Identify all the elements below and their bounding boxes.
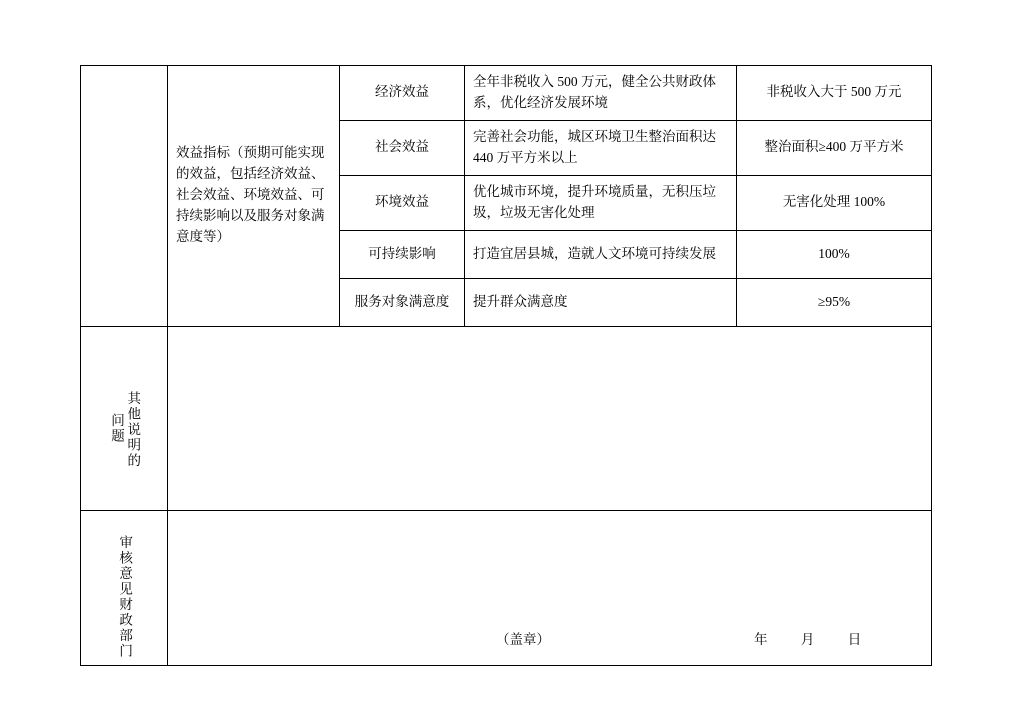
indicator-target-environmental: 无害化处理 100% (737, 175, 932, 230)
indicator-name-social: 社会效益 (340, 120, 465, 175)
indicator-target-satisfaction: ≥95% (737, 278, 932, 326)
signature-line (176, 630, 923, 651)
indicator-content-social: 完善社会功能，城区环境卫生整治面积达 440 万平方米以上 (465, 120, 737, 175)
indicator-name-sustainable: 可持续影响 (340, 230, 465, 278)
review-opinion-label-cell (81, 510, 168, 665)
indicator-content-sustainable: 打造宜居县城，造就人文环境可持续发展 (465, 230, 737, 278)
seal-placeholder: （盖章） (496, 631, 550, 647)
indicator-target-sustainable: 100% (737, 230, 932, 278)
indicator-name-environmental: 环境效益 (340, 175, 465, 230)
indicator-name-satisfaction: 服务对象满意度 (340, 278, 465, 326)
review-opinion-label: 审核意见财政部门 (117, 534, 133, 659)
date-placeholder (740, 630, 876, 651)
indicator-name-economic: 经济效益 (340, 66, 465, 121)
date-month-label: 月 (800, 631, 816, 647)
indicator-target-economic: 非税收入大于 500 万元 (737, 66, 932, 121)
budget-performance-table (80, 65, 932, 666)
table-row (81, 66, 932, 121)
signature-area (176, 523, 923, 653)
table-row (81, 510, 932, 665)
other-notes-label-cell (81, 326, 168, 510)
review-opinion-content[interactable] (168, 510, 932, 665)
indicator-group-label: 效益指标（预期可能实现的效益，包括经济效益、社会效益、环境效益、可持续影响以及服务对象满意度等） (168, 66, 340, 327)
date-day-label: 日 (847, 631, 863, 647)
indicator-content-environmental: 优化城市环境，提升环境质量，无积压垃圾，垃圾无害化处理 (465, 175, 737, 230)
indicator-content-economic: 全年非税收入 500 万元，健全公共财政体系，优化经济发展环境 (465, 66, 737, 121)
other-notes-label-main: 其他说明的 (125, 391, 141, 469)
table-row (81, 326, 932, 510)
date-year-label: 年 (754, 631, 769, 647)
other-notes-label-side: 问题 (109, 413, 124, 445)
left-spacer-cell (81, 66, 168, 327)
other-notes-content[interactable] (168, 326, 932, 510)
indicator-content-satisfaction: 提升群众满意度 (465, 278, 737, 326)
indicator-target-social: 整治面积≥400 万平方米 (737, 120, 932, 175)
